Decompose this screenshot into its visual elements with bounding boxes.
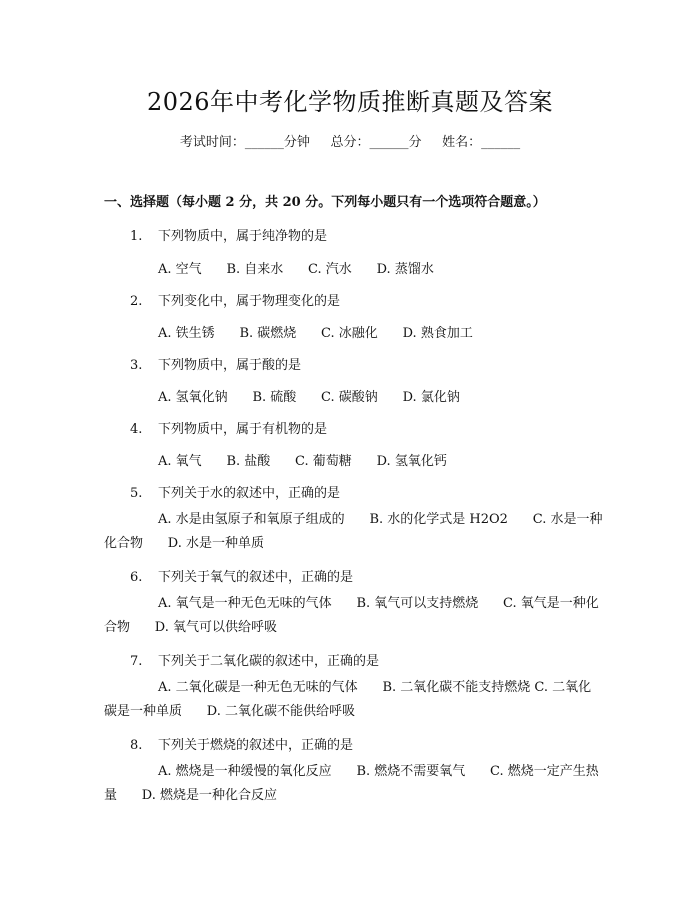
question-2-options: A. 铁生锈 B. 碳燃烧 C. 冰融化 D. 熟食加工 (158, 326, 473, 341)
question-stem: 下列物质中，属于纯净物的是 (158, 229, 328, 244)
question-stem: 下列关于燃烧的叙述中，正确的是 (158, 738, 354, 753)
question-number: 7. (130, 654, 143, 669)
page-title: 2026年中考化学物质推断真题及答案 (146, 88, 554, 116)
question-number: 2. (130, 294, 143, 309)
question-stem: 下列变化中，属于物理变化的是 (158, 294, 341, 309)
question-3 (130, 354, 301, 373)
question-2 (130, 290, 340, 309)
question-7 (130, 650, 379, 669)
question-8-options: A. 燃烧是一种缓慢的氧化反应 B. 燃烧不需要氧气 C. 燃烧一定产生热量 D. 燃烧是一种化合反应 (104, 764, 599, 803)
question-7-options: A. 二氧化碳是一种无色无味的气体 B. 二氧化碳不能支持燃烧 C. 二氧化碳是一种单质 D. 二氧化碳不能供给呼吸 (104, 680, 592, 719)
question-3-options: A. 氢氧化钠 B. 硫酸 C. 碳酸钠 D. 氯化钠 (158, 390, 460, 405)
question-number: 6. (130, 570, 143, 585)
question-stem: 下列关于水的叙述中，正确的是 (158, 486, 341, 501)
question-4 (130, 418, 327, 437)
exam-info-line: 考试时间：______分钟 总分：______分 姓名：______ (179, 135, 521, 150)
question-number: 8. (130, 738, 143, 753)
question-5 (130, 482, 340, 501)
question-number: 1. (130, 229, 143, 244)
question-number: 3. (130, 358, 143, 373)
question-6 (130, 566, 353, 585)
question-8 (130, 734, 353, 753)
question-1-options: A. 空气 B. 自来水 C. 汽水 D. 蒸馏水 (158, 262, 434, 277)
question-stem: 下列关于二氧化碳的叙述中，正确的是 (158, 654, 380, 669)
question-5-options: A. 水是由氢原子和氧原子组成的 B. 水的化学式是 H2O2 C. 水是一种化合物 D. 水是一种单质 (104, 512, 603, 551)
question-stem: 下列物质中，属于有机物的是 (158, 422, 328, 437)
question-number: 4. (130, 422, 143, 437)
question-1 (130, 225, 327, 244)
question-number: 5. (130, 486, 143, 501)
question-stem: 下列物质中，属于酸的是 (158, 358, 302, 373)
section-heading: 一、选择题（每小题 2 分，共 20 分。下列每小题只有一个选项符合题意。） (104, 195, 546, 210)
question-stem: 下列关于氧气的叙述中，正确的是 (158, 570, 354, 585)
question-4-options: A. 氧气 B. 盐酸 C. 葡萄糖 D. 氢氧化钙 (158, 454, 447, 469)
question-6-options: A. 氧气是一种无色无味的气体 B. 氧气可以支持燃烧 C. 氧气是一种化合物 D. 氧气可以供给呼吸 (104, 596, 599, 635)
